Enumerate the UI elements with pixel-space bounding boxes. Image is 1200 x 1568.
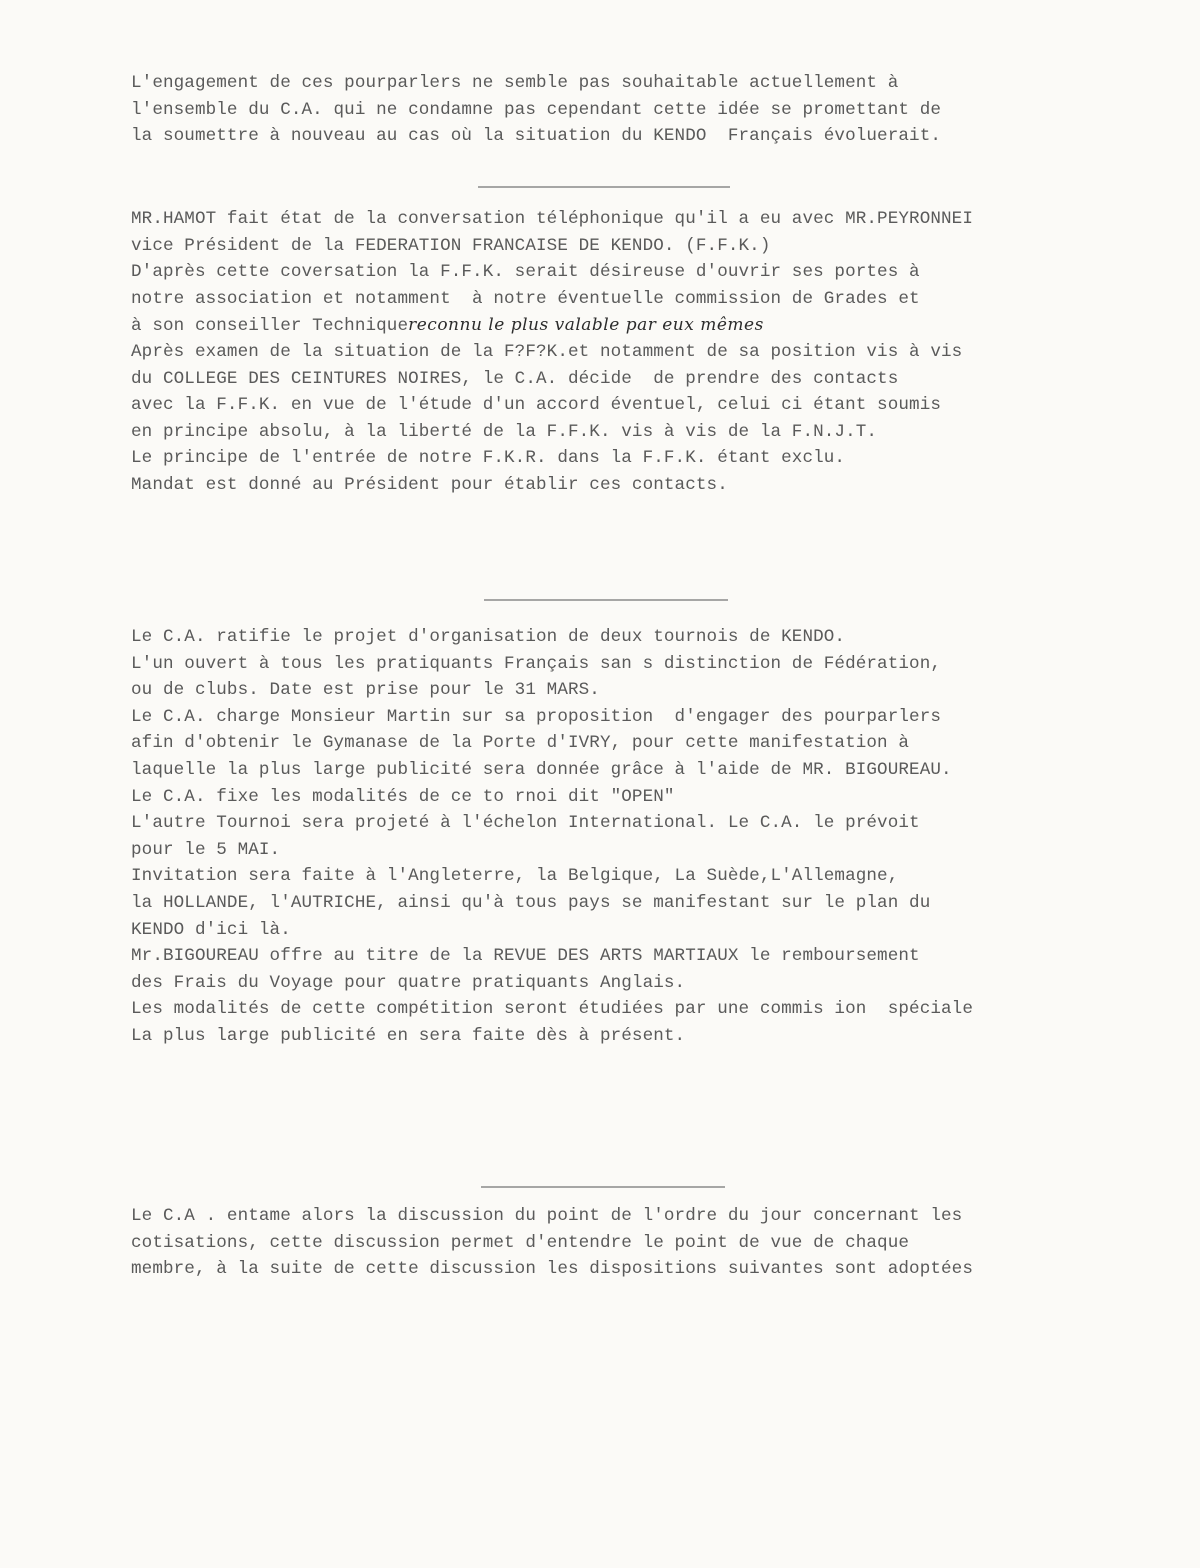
text-line: l'ensemble du C.A. qui ne condamne pas cependant cette idée se promettant de	[131, 99, 942, 120]
text-line: Mr.BIGOUREAU offre au titre de la REVUE DES ARTS MARTIAUX le remboursement	[131, 946, 920, 967]
text-line: la soumettre à nouveau au cas où la situation du KENDO Français évoluerait.	[131, 126, 942, 147]
text-line: La plus large publicité en sera faite dès à présent.	[131, 1025, 686, 1046]
text-line: KENDO d'ici là.	[131, 919, 291, 940]
text-line: D'après cette coversation la F.F.K. serait désireuse d'ouvrir ses portes à	[131, 262, 920, 283]
paragraph-cotisations	[131, 1203, 1171, 1283]
text-fragment: à son conseiller Technique	[131, 316, 409, 337]
section-divider	[484, 599, 728, 601]
text-line: cotisations, cette discussion permet d'entendre le point de vue de chaque	[131, 1232, 910, 1253]
text-line: la HOLLANDE, l'AUTRICHE, ainsi qu'à tous pays se manifestant sur le plan du	[131, 892, 931, 913]
text-line: laquelle la plus large publicité sera donnée grâce à l'aide de MR. BIGOUREAU.	[131, 759, 952, 780]
text-line: Le principe de l'entrée de notre F.K.R. dans la F.F.K. étant exclu.	[131, 448, 846, 469]
text-line: en principe absolu, à la liberté de la F.F.K. vis à vis de la F.N.J.T.	[131, 421, 878, 442]
text-line: Le C.A. fixe les modalités de ce to rnoi dit "OPEN"	[131, 786, 675, 807]
text-line: notre association et notamment à notre éventuelle commission de Grades et	[131, 288, 920, 309]
text-line: membre, à la suite de cette discussion les dispositions suivantes sont adoptées	[131, 1259, 973, 1280]
paragraph-kendo-tournaments	[131, 624, 1171, 1050]
text-line: du COLLEGE DES CEINTURES NOIRES, le C.A. décide de prendre des contacts	[131, 368, 899, 389]
text-line: Le C.A . entame alors la discussion du point de l'ordre du jour concernant les	[131, 1206, 963, 1226]
text-line: des Frais du Voyage pour quatre pratiquants Anglais.	[131, 972, 686, 993]
text-line: pour le 5 MAI.	[131, 839, 281, 860]
text-line: Le C.A. ratifie le projet d'organisation de deux tournois de KENDO.	[131, 627, 846, 647]
section-divider	[478, 186, 730, 188]
text-line: Invitation sera faite à l'Angleterre, la Belgique, La Suède,L'Allemagne,	[131, 866, 899, 887]
text-line: Mandat est donné au Président pour établir ces contacts.	[131, 474, 728, 495]
handwritten-annotation: reconnu le plus valable par eux mêmes	[408, 315, 764, 336]
text-line: L'engagement de ces pourparlers ne semble pas souhaitable actuellement à	[131, 73, 899, 93]
text-line: MR.HAMOT fait état de la conversation téléphonique qu'il a eu avec MR.PEYRONNEI	[131, 209, 973, 229]
text-line: Les modalités de cette compétition seront étudiées par une commis ion spéciale	[131, 999, 973, 1020]
text-line-with-annotation	[131, 312, 1171, 339]
text-line: L'autre Tournoi sera projeté à l'échelon International. Le C.A. le prévoit	[131, 813, 920, 834]
text-line: avec la F.F.K. en vue de l'étude d'un accord éventuel, celui ci étant soumis	[131, 395, 942, 416]
text-line: ou de clubs. Date est prise pour le 31 MARS.	[131, 680, 600, 701]
text-line: L'un ouvert à tous les pratiquants Français san s distinction de Fédération,	[131, 653, 942, 674]
section-divider	[481, 1186, 725, 1188]
text-line: Le C.A. charge Monsieur Martin sur sa proposition d'engager des pourparlers	[131, 706, 942, 727]
text-line: afin d'obtenir le Gymanase de la Porte d'IVRY, pour cette manifestation à	[131, 733, 910, 754]
text-line: Après examen de la situation de la F?F?K.et notamment de sa position vis à vis	[131, 341, 963, 362]
paragraph-negotiations	[131, 70, 1171, 150]
text-line: vice Président de la FEDERATION FRANCAISE DE KENDO. (F.F.K.)	[131, 235, 771, 256]
paragraph-ffk-conversation	[131, 206, 1171, 499]
